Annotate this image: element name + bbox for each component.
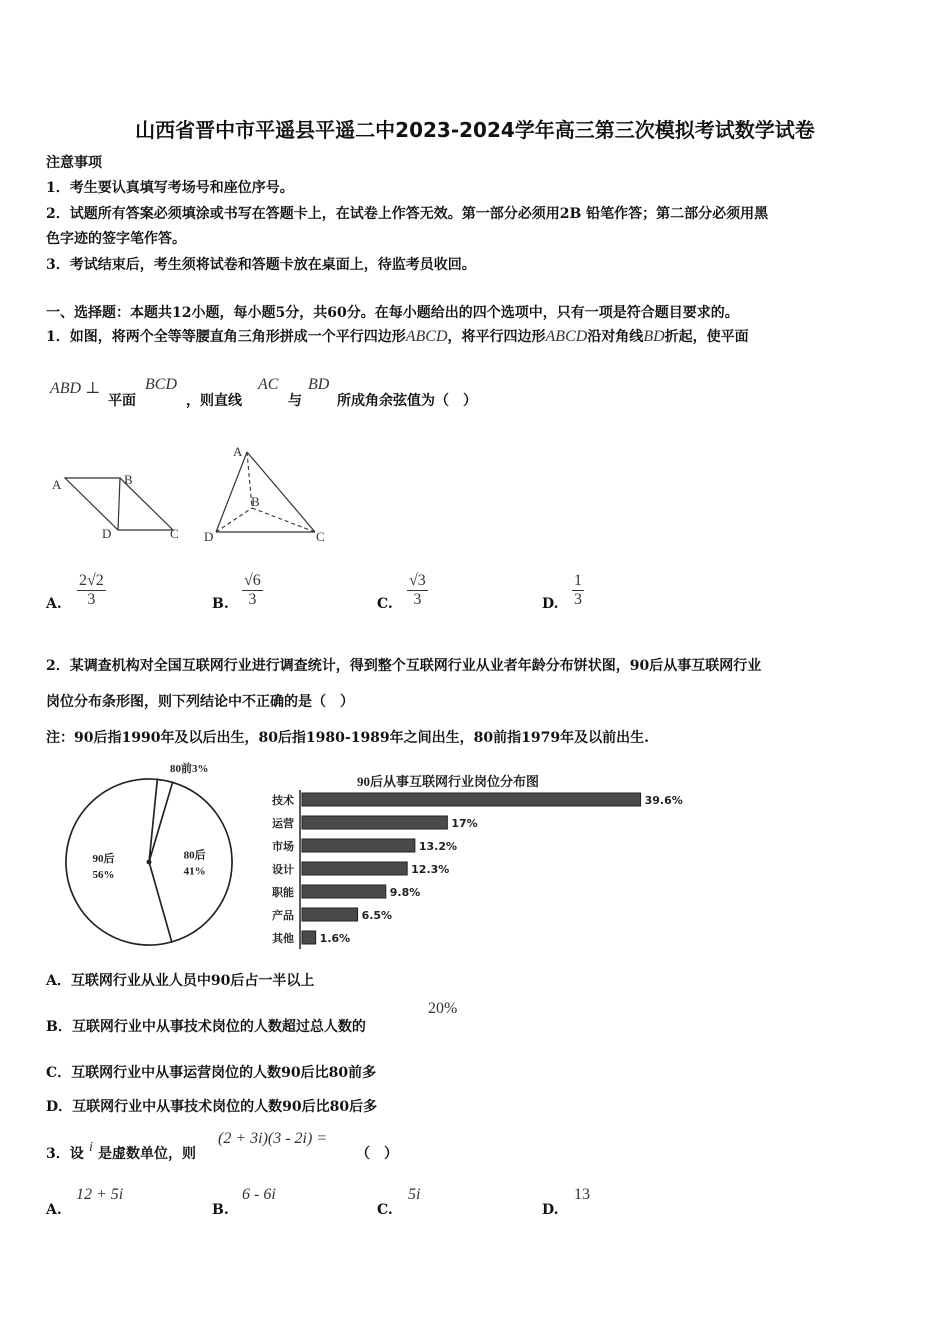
- q1-option-d-value: [572, 572, 584, 609]
- q3-stem-a: 3．设: [46, 1146, 84, 1162]
- q1-option-a-value: [77, 572, 106, 609]
- q1-option-b-den: 3: [248, 591, 257, 608]
- q1-ask: 所成角余弦值为（ ）: [337, 393, 477, 409]
- q1-bd-2: BD: [308, 376, 330, 393]
- q2-bar-chart: [262, 770, 702, 950]
- pie-value-90后: 56%: [92, 869, 115, 882]
- q3-option-a-letter: A.: [46, 1202, 62, 1218]
- label-d-3d: D: [204, 529, 214, 544]
- q2-stem-line2: 岗位分布条形图，则下列结论中不正确的是（ ）: [46, 694, 354, 710]
- edge-ad: [216, 452, 247, 532]
- q1-option-d-num: 1: [574, 572, 582, 589]
- label-b: B: [124, 472, 133, 487]
- q1-line-label: ，则直线: [186, 393, 242, 409]
- pie-label-80后: 80后: [183, 849, 206, 862]
- bar-value-设计: 12.3%: [411, 863, 450, 876]
- notice-item-1: 1．考生要认真填写考场号和座位序号。: [46, 180, 294, 196]
- q1-option-c-value: [407, 572, 428, 609]
- q3-option-b-letter: B.: [212, 1202, 229, 1218]
- bar-chart-area: [271, 790, 683, 949]
- bar-产品: [302, 908, 358, 921]
- q1-abcd: ABCD: [405, 328, 448, 345]
- bar-category-产品: 产品: [272, 909, 294, 922]
- label-a: A: [52, 477, 62, 492]
- label-d: D: [102, 526, 112, 541]
- bar-职能: [302, 885, 386, 898]
- bar-category-运营: 运营: [272, 817, 294, 830]
- bar-category-其他: 其他: [272, 932, 294, 945]
- q1-bd: BD: [643, 328, 665, 345]
- q1-abd-perp: ABD ⊥: [50, 380, 101, 397]
- q2-option-b: B．互联网行业中从事技术岗位的人数超过总人数的: [46, 1019, 366, 1035]
- bar-category-职能: 职能: [272, 886, 294, 899]
- bar-技术: [302, 793, 641, 806]
- q3-option-b-value: 6 - 6i: [242, 1186, 276, 1203]
- label-c: C: [170, 526, 179, 541]
- q3-option-a-value: 12 + 5i: [76, 1186, 124, 1203]
- q2-note: 注：90后指1990年及以后出生，80后指1980-1989年之间出生，80前指1979年及以前出生.: [46, 730, 649, 746]
- notice-item-2: 2．试题所有答案必须填涂或书写在答题卡上，在试卷上作答无效。第一部分必须用2B 铅笔作答；第二部分必须用黑: [46, 206, 769, 222]
- pie-label-90后: 90后: [92, 853, 115, 866]
- notice-item-2-cont: 色字迹的签字笔作答。: [46, 231, 186, 247]
- q1-figure: [40, 438, 340, 548]
- bar-value-产品: 6.5%: [361, 909, 393, 922]
- bar-category-技术: 技术: [272, 794, 294, 807]
- q1-option-d-den: 3: [574, 591, 582, 608]
- q1-option-a-letter: A.: [46, 596, 62, 612]
- edge-ac: [247, 452, 315, 532]
- bar-category-市场: 市场: [272, 840, 294, 853]
- pie-center-dot: [147, 860, 152, 865]
- label-c-3d: C: [316, 529, 325, 544]
- bar-value-运营: 17%: [451, 817, 478, 830]
- bar-其他: [302, 931, 316, 944]
- q1-option-b-num: √6: [244, 572, 261, 589]
- bar-设计: [302, 862, 407, 875]
- q1-option-c-letter: C.: [377, 596, 393, 612]
- q2-stem-line1: 2．某调查机构对全国互联网行业进行调查统计，得到整个互联网行业从业者年龄分布饼状图，90后从事互联网行业: [46, 658, 762, 674]
- q2-option-d: D．互联网行业中从事技术岗位的人数90后比80后多: [46, 1099, 378, 1115]
- label-b-3d: B: [251, 494, 260, 509]
- bar-category-设计: 设计: [272, 863, 294, 876]
- q3-expression: (2 + 3i)(3 - 2i) =: [218, 1130, 328, 1147]
- q2-pie-chart: [55, 758, 255, 953]
- q1-option-d-letter: D.: [542, 596, 559, 612]
- diagonal-bd: [118, 478, 120, 530]
- q1-abcd-2: ABCD: [545, 328, 588, 345]
- q1-option-c-num: √3: [409, 572, 426, 589]
- q2-option-c: C．互联网行业中从事运营岗位的人数90后比80前多: [46, 1065, 377, 1081]
- q3-option-d-letter: D.: [542, 1202, 559, 1218]
- bar-运营: [302, 816, 447, 829]
- bar-value-其他: 1.6%: [319, 932, 351, 945]
- q1-bcd: BCD: [145, 376, 177, 393]
- q1-stem-line1: 1．如图，将两个全等等腰直角三角形拼成一个平行四边形ABCD，将平行四边形ABCD沿对角线BD折起，使平面: [46, 328, 749, 345]
- q1-option-b-letter: B.: [212, 596, 229, 612]
- q1-option-b-value: [242, 572, 263, 609]
- pie-outer-label: 80前3%: [170, 763, 209, 775]
- q3-i: i: [89, 1140, 93, 1155]
- pie-value-80后: 41%: [183, 865, 206, 878]
- bar-chart-title: 90后从事互联网行业岗位分布图: [357, 774, 540, 789]
- edge-db: [216, 508, 252, 532]
- section-header: 一、选择题：本题共12小题，每小题5分，共60分。在每小题给出的四个选项中，只有一项是符合题目要求的。: [46, 305, 739, 321]
- q3-stem-c: （ ）: [356, 1146, 398, 1162]
- q1-option-a-den: 3: [87, 591, 96, 608]
- q1-ac: AC: [258, 376, 279, 393]
- q1-option-a-num: 2√2: [79, 572, 104, 589]
- q3-stem-b: 是虚数单位，则: [98, 1146, 196, 1162]
- notice-item-3: 3．考试结束后，考生须将试卷和答题卡放在桌面上，待监考员收回。: [46, 257, 476, 273]
- page-title: 山西省晋中市平遥县平遥二中2023-2024学年高三第三次模拟考试数学试卷: [135, 118, 815, 142]
- q3-option-c-value: 5i: [408, 1186, 421, 1203]
- q2-option-a: A．互联网行业从业人员中90后占一半以上: [46, 973, 315, 989]
- bar-value-技术: 39.6%: [644, 794, 683, 807]
- parallelogram-figure: [52, 472, 179, 541]
- label-a-3d: A: [233, 444, 243, 459]
- bar-value-职能: 9.8%: [389, 886, 421, 899]
- q1-plane-label: 平面: [108, 393, 136, 409]
- notice-heading: 注意事项: [46, 155, 102, 171]
- bar-value-市场: 13.2%: [418, 840, 458, 853]
- q1-option-c-den: 3: [413, 591, 422, 608]
- q1-and: 与: [288, 393, 302, 409]
- q3-option-d-value: 13: [574, 1186, 590, 1203]
- bar-市场: [302, 839, 415, 852]
- pie-chart-area: [66, 779, 232, 945]
- q3-option-c-letter: C.: [377, 1202, 393, 1218]
- q2-option-b-math: 20%: [428, 1000, 458, 1017]
- tetrahedron-figure: [204, 444, 325, 544]
